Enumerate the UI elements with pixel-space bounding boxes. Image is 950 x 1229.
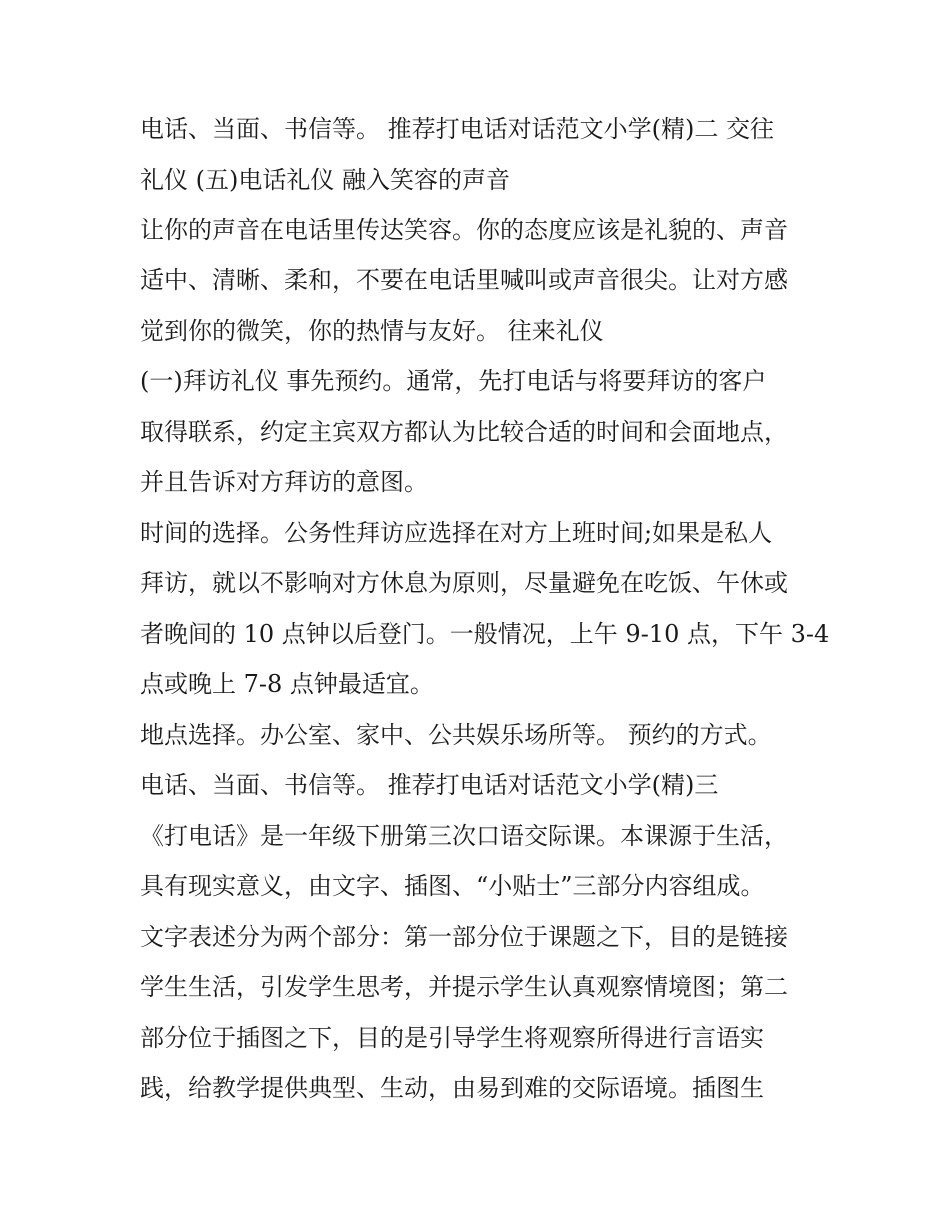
text-line: 地点选择。办公室、家中、公共娱乐场所等。 预约的方式。 [140, 721, 772, 749]
text-line: 取得联系，约定主宾双方都认为比较合适的时间和会面地点， [140, 418, 788, 446]
text-line: 部分位于插图之下，目的是引导学生将观察所得进行言语实 [140, 1024, 764, 1052]
text-line: 适中、清晰、柔和，不要在电话里喊叫或声音很尖。让对方感 [140, 266, 788, 294]
text-line: 文字表述分为两个部分：第一部分位于课题之下，目的是链接 [140, 923, 788, 951]
text-line: 践，给教学提供典型、生动，由易到难的交际语境。插图生 [140, 1074, 764, 1102]
text-line: 时间的选择。公务性拜访应选择在对方上班时间;如果是私人 [140, 519, 773, 547]
text-line: 拜访，就以不影响对方休息为原则，尽量避免在吃饭、午休或 [140, 569, 788, 597]
text-line: (一)拜访礼仪 事先预约。通常，先打电话与将要拜访的客户 [140, 367, 767, 395]
text-line: 具有现实意义，由文字、插图、“小贴士”三部分内容组成。 [140, 872, 765, 900]
text-line: 礼仪 (五)电话礼仪 融入笑容的声音 [140, 166, 510, 194]
text-line: 让你的声音在电话里传达笑容。你的态度应该是礼貌的、声音 [140, 216, 788, 244]
text-line: 电话、当面、书信等。 推荐打电话对话范文小学(精)二 交往 [140, 115, 774, 143]
text-line: 点或晚上 7-8 点钟最适宜。 [140, 670, 434, 698]
text-line: 《打电话》是一年级下册第三次口语交际课。本课源于生活， [140, 822, 788, 850]
text-line: 并且告诉对方拜访的意图。 [140, 468, 428, 496]
text-line: 觉到你的微笑，你的热情与友好。 往来礼仪 [140, 317, 604, 345]
text-line: 者晚间的 10 点钟以后登门。一般情况，上午 9-10 点，下午 3-4 [140, 620, 830, 648]
text-line: 学生生活，引发学生思考，并提示学生认真观察情境图；第二 [140, 973, 788, 1001]
text-line: 电话、当面、书信等。 推荐打电话对话范文小学(精)三 [140, 771, 719, 799]
